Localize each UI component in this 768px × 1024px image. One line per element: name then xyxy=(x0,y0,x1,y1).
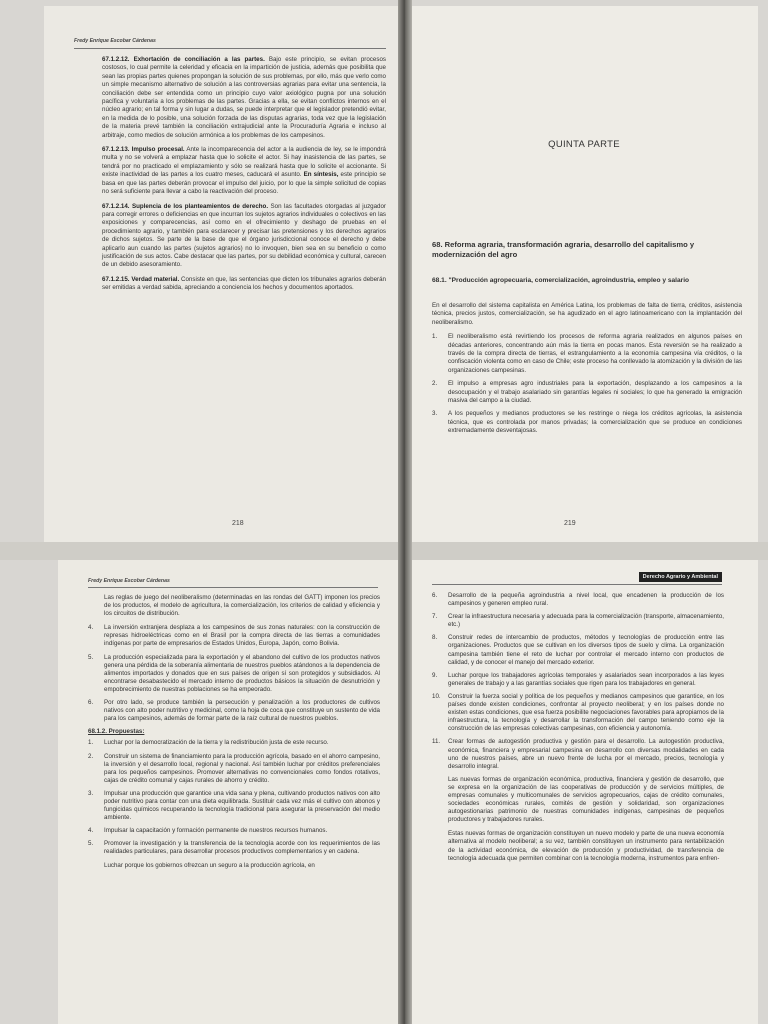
header-rule xyxy=(74,48,386,49)
page-number: 219 xyxy=(564,520,576,527)
page-221 xyxy=(410,560,758,1024)
paragraph-impulso: 67.1.2.13. Impulso procesal. Ante la incomparecencia del actor a la audiencia de ley, se le impondrá multa y no se volverá a emplazar hasta que lo solicite el actor. Si hay inasistencia de las partes, se tendrá por no practicado el emplazamiento y sólo se realizará hasta que lo solicite el accionante. Si existe inactividad de las partes a los cuatro meses, caducará el asunto. En síntesis, este principio se basa en que las partes deberán provocar el impulso del juicio, por lo que la simple solicitud de copias no será suficiente para llevar a cabo la reactivación del proceso. xyxy=(102,146,387,196)
list-item: 1. Luchar por la democratización de la tierra y la redistribución justa de este recurso. xyxy=(88,739,329,747)
list-item: 3. Impulsar una producción que garantice una vida sana y plena, cultivando productos nativos con alto poder nutritivo para contar con una dieta equilibrada. Sustituir cada vez más el cultivo con abonos y fungicidas químicos recuperando la tecnología tradicional para asegurar la preservación del medio ambiente. xyxy=(88,789,380,822)
list-item: 4. Impulsar la capacitación y formación permanente de nuestros recursos humanos. xyxy=(88,827,328,835)
proposals-title: 68.1.2. Propuestas: xyxy=(88,728,145,736)
page-220 xyxy=(58,560,400,1024)
page-separator xyxy=(0,542,768,560)
list-item: 3. A los pequeños y medianos productores se les restringe o niega los créditos agrícolas, la asistencia técnica, que es controlada por manos privadas; la comercialización que se produce en condiciones extremadamente desventajosas. xyxy=(432,410,742,435)
body-text xyxy=(432,302,742,441)
header-rule xyxy=(88,587,378,588)
paragraph-organizacion: Las nuevas formas de organización económica, productiva, financiera y gestión de desarrollo, que se expresa en la organización de las cooperativas de producción y de servicios múltiples, de empresas comunales y multicomunales de servicios agropecuarios, cajas de crédito comunales, sociedades económicas rurales, comités de gestión y solidaridad, son organizaciones autogestionarias patrimonio de nuestras comunidades indígenas, campesinas de pequeños productores y trabajadores rurales. xyxy=(448,775,724,824)
list-item: 6. Desarrollo de la pequeña agroindustria a nivel local, que encadenen la producción de los campesinos y generen empleo rural. xyxy=(432,592,724,608)
header-rule xyxy=(432,584,722,585)
section-title: 68. Reforma agraria, transformación agraria, desarrollo del capitalismo y modernización del agro xyxy=(432,240,695,259)
intro-paragraph: Las reglas de juego del neoliberalismo (determinadas en las rondas del GATT) imponen los precios de los productos, el modelo de agricultura, la comercialización, los criterios de calidad y eficiencia y los circuitos de distribución. xyxy=(104,594,380,618)
paragraph-suplencia: 67.1.2.14. Suplencia de los planteamientos de derecho. Son las facultades otorgadas al juzgador para corregir errores o deficiencias en que incurran los sujetos agrarios individuales o colectivos en las exposiciones y comparecencias, así como en el ofrecimiento y deshago de pruebas en el procedimiento agrario, y también para esclarecer y precisar las pretensiones y los derechos agrarios de dichos sujetos. Se parte de la base de que el órgano jurisdiccional conoce el derecho y debe aplicarlo aun cuando las partes (sujetos agrarios) no lo invoquen, bien sea en su beneficio o como justificación de sus actos. Cabe destacar que las partes, por su debilidad económica y cultural, carecen de un debido asesoramiento. xyxy=(102,202,386,269)
page-218 xyxy=(44,6,400,542)
list-item: 2. Construir un sistema de financiamiento para la producción agrícola, basado en el ahorro campesino, la inversión y el desarrollo local, regional y nacional. Así también luchar por créditos preferenciales para los pequeños campesinos. Promover alternativas no convencionales como fondos rotativos, cajas de crédito comunal y cajas rurales de ahorro y crédito. xyxy=(88,752,380,784)
paragraph-verdad: 67.1.2.15. Verdad material. Consiste en que, las sentencias que dicten los tribunales agrarios deberán ser emitidas a verdad sabida, apreciando a conciencia los hechos y documentos aportados. xyxy=(102,275,386,292)
list-item: 1. El neoliberalismo está revirtiendo los procesos de reforma agraria realizados en algunos países en décadas anteriores, concentrando aún más la tierra en pocas manos. Esta reversión se ha realizado a través de la compra directa de tierras, el estrangulamiento a la economía campesina vía créditos, o la confiscación violenta como en caso de Chile; este proceso ha conllevado la atomización y la división de las organizaciones campesinas. xyxy=(432,333,742,374)
problem-list xyxy=(432,333,742,435)
body-text xyxy=(102,56,386,299)
list-item: 10. Construir la fuerza social y política de los pequeños y medianos campesinos que garantice, en los países donde existen condiciones, confrontar al proyecto neoliberal; y en los países donde no existen estas condiciones, que esa fuerza posibilite negociaciones favorables para apropiarnos de la infraestructura, la tecnología y desarrollar la transformación del campo teniendo como eje la construcción de las empresas colectivas campesinas, con eficiencia y autonomía. xyxy=(432,692,724,733)
paragraph-modelo: Estas nuevas formas de organización constituyen un nuevo modelo y parte de una nueva economía alternativa al modelo neoliberal; a su vez, también constituyen un instrumento para rentabilización de la actividad económica, de elevación de producción y productividad, de transferencia de tecnología adecuada que permiten combinar con la tecnología moderna, instrumentos para enfren- xyxy=(448,830,724,862)
problem-list-continued xyxy=(88,624,380,723)
intro-paragraph: En el desarrollo del sistema capitalista en América Latina, los problemas de falta de tierra, créditos, asistencia técnica, precios justos, comercialización, se ha agudizado en el agro latinoamericano con la implantación del neoliberalismo. xyxy=(432,302,742,326)
list-item: 2. El impulso a empresas agro industriales para la exportación, desplazando a los campesinos a la desocupación y el trabajo asalariado sin garantías legales ni sociales; lo que ha generado la emigración masiva del campo a la ciudad. xyxy=(432,380,742,405)
list-item: 8. Construir redes de intercambio de productos, métodos y tecnologías de producción entre las organizaciones. Productos que se cultivan en los diversos tipos de suelo y clima. La organización campesina también tiene el reto de luchar por controlar el mercado interno con productos de calidad, y de conocer el manejo del mercado exterior. xyxy=(432,634,724,666)
list-item: Luchar porque los gobiernos ofrezcan un seguro a la producción agrícola, en xyxy=(104,861,315,869)
list-item: 5. La producción especializada para la exportación y el abandono del cultivo de los productos nativos genera una pérdida de la soberanía alimentaria de nuestros pueblos atándonos a la dependencia de alimentos importados y donados que en sus países de origen sí son protegidos y subsidiados. Al encontrarse desabastecido el mercado interno de productos básicos la situación de desnutrición y empobrecimiento de nuestras poblaciones se ha empeorado. xyxy=(88,653,380,693)
book-gutter xyxy=(398,0,412,1024)
list-item: 6. Por otro lado, se produce también la persecución y penalización a los productores de cultivos nativos con alto poder nutritivo y medicinal, como la hoja de coca que constituye un sustento de vida para los campesinos, además de formar parte de la raíz cultural de nuestros pueblos. xyxy=(88,699,380,723)
proposals-list-continued xyxy=(432,592,724,771)
list-item: 7. Crear la infraestructura necesaria y adecuada para la comercialización (transporte, almacenamiento, etc.) xyxy=(432,613,724,629)
running-head: Fredy Enrique Escobar Cárdenas xyxy=(74,38,156,44)
subsection-title: 68.1. "Producción agropecuaria, comercialización, agroindustria, empleo y salario xyxy=(432,277,690,284)
body-text xyxy=(88,594,380,875)
list-item: 5. Promover la investigación y la transferencia de la tecnología acorde con los requerimientos de las realidades particulares, para desarrollar procesos productivos complementarios y en cadena. xyxy=(88,840,380,856)
list-item: 11. Crear formas de autogestión productiva y gestión para el desarrollo. La autogestión productiva, económica, financiera y empresarial campesina en desarrollo con diversas modalidades en cada uno de nuestros países, abre un nuevo frente de lucha por el mercado, precios, tecnología y desarrollo integral. xyxy=(432,738,724,770)
page-number: 218 xyxy=(232,520,244,527)
running-head: Fredy Enrique Escobar Cárdenas xyxy=(88,578,170,584)
paragraph-conciliacion: 67.1.2.12. Exhortación de conciliación a las partes. Bajo este principio, se evitan procesos costosos, lo cual permite la celeridad y eficacia en la impartición de justicia, además que posibilita que sean las propias partes quienes propongan la solución de sus problemas, por ello, más que verlo como un simple mecanismo alternativo de solución a las controversias agrarias para evitar una sentencia, la conciliación debe ser entendida como un principio cuyo valor axiológico pugna por una solución pacífica y voluntaria a los problemas de las partes. Gracias a ella, se evitan conflictos internos en el núcleo agrario; en tal forma y sin lugar a dudas, se puede interpretar que el legislador pretendió evitar, en la medida de lo posible, una solución forzada de las disputas agrarias, toda vez que la legislación de la materia prevé también la conciliación extrajudicial ante la Procuraduría Agraria e incluso al arbitraje, como medios de solución armónica a los problemas de los campesinos. xyxy=(102,56,386,139)
list-item: 9. Luchar porque los trabajadores agrícolas temporales y asalariados sean incorporados a las leyes generales de trabajo y a las garantías sociales que rigen para los trabajadores en general. xyxy=(432,671,724,687)
page-219 xyxy=(410,6,758,542)
proposals-list xyxy=(88,739,380,869)
part-title: QUINTA PARTE xyxy=(548,139,620,150)
body-text xyxy=(432,592,724,869)
chapter-tag: Derecho Agrario y Ambiental xyxy=(639,572,722,582)
list-item: 4. La inversión extranjera desplaza a los campesinos de sus zonas naturales: con la construcción de represas hidroeléctricas como en el Brasil por la compra directa de las tierras a comunidades indígenas por parte de empresarios de Estados Unidos, Europa, Japón, como Bolivia. xyxy=(88,624,380,648)
